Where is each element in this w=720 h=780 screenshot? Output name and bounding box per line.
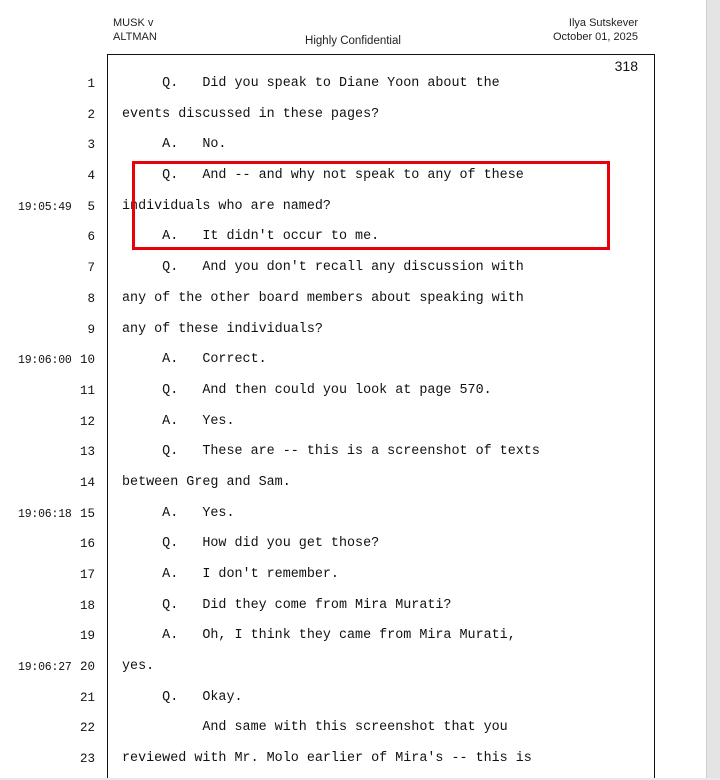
line-text: Q. And -- and why not speak to any of these: [122, 168, 524, 184]
transcript-top-rule: [107, 54, 655, 55]
line-number: 7: [87, 261, 95, 276]
transcript-line: [0, 534, 706, 565]
line-number: 20: [79, 660, 95, 675]
line-text: A. I don't remember.: [122, 567, 339, 582]
line-text: Q. And then could you look at page 570.: [122, 382, 492, 398]
line-number: 6: [87, 230, 95, 245]
line-number: 11: [79, 383, 95, 398]
transcript-line: [0, 258, 706, 289]
transcript-line: [0, 197, 706, 228]
deposition-date: October 01, 2025: [552, 31, 638, 43]
transcript-line: [0, 718, 706, 749]
transcript-line: [0, 289, 706, 320]
line-timestamp: 19:05:49: [18, 200, 72, 214]
transcript-line: [0, 412, 706, 443]
line-number: 23: [79, 752, 95, 767]
transcript-line: [0, 688, 706, 719]
line-text: between Greg and Sam.: [122, 474, 291, 490]
transcript-line: [0, 381, 706, 412]
confidentiality-label: Highly Confidential: [305, 35, 401, 47]
transcript-line: [0, 135, 706, 166]
page-number: 318: [614, 58, 638, 74]
line-text: A. Correct.: [122, 352, 267, 368]
line-number: 12: [79, 414, 95, 429]
transcript-line: [0, 596, 706, 627]
line-text: Q. How did you get those?: [122, 536, 380, 552]
transcript-line: [0, 442, 706, 473]
line-number: 10: [79, 353, 95, 368]
line-number: 3: [87, 138, 95, 153]
line-timestamp: 19:06:18: [18, 507, 72, 521]
transcript-line: [0, 74, 706, 105]
case-caption-line1: MUSK v: [113, 17, 154, 29]
line-number: 14: [79, 475, 95, 490]
page-header: [0, 16, 706, 56]
deponent-info: [553, 16, 638, 44]
line-text: A. No.: [122, 137, 227, 153]
line-number: 9: [87, 322, 95, 337]
line-number: 8: [87, 291, 95, 306]
transcript-line: [0, 350, 706, 381]
line-number: 13: [79, 445, 95, 460]
line-text: A. It didn't occur to me.: [122, 229, 380, 245]
line-timestamp: 19:06:27: [18, 661, 72, 675]
line-text: Q. These are -- this is a screenshot of texts: [122, 444, 540, 460]
transcript-line: [0, 657, 706, 688]
line-text: events discussed in these pages?: [122, 106, 380, 122]
line-timestamp: 19:06:00: [18, 354, 72, 368]
transcript-line: [0, 749, 706, 780]
line-number: 17: [79, 568, 95, 582]
line-text: any of these individuals?: [122, 321, 323, 337]
line-number: 15: [79, 506, 95, 521]
line-number: 4: [87, 169, 95, 184]
line-number: 1: [87, 77, 95, 91]
line-text: Q. Did you speak to Diane Yoon about the: [122, 76, 500, 91]
transcript-line: [0, 166, 706, 197]
transcript-line: [0, 320, 706, 351]
line-text: Q. Did they come from Mira Murati?: [122, 597, 452, 613]
line-text: Q. And you don't recall any discussion with: [122, 260, 524, 276]
transcript-line: [0, 227, 706, 258]
line-text: A. Yes.: [122, 505, 235, 521]
line-number: 2: [87, 107, 95, 122]
line-text: yes.: [122, 659, 155, 675]
page-edge-shadow: [706, 0, 720, 778]
line-number: 22: [79, 721, 95, 736]
line-number: 5: [87, 199, 95, 214]
line-number: 19: [79, 629, 95, 644]
transcript-body: [0, 74, 706, 780]
transcript-line: [0, 565, 706, 596]
line-number: 16: [79, 537, 95, 552]
line-text: Q. Okay.: [122, 689, 243, 705]
transcript-line: [0, 626, 706, 657]
line-text: reviewed with Mr. Molo earlier of Mira's -- this is: [122, 751, 532, 767]
line-number: 21: [79, 690, 95, 705]
line-text: individuals who are named?: [122, 198, 331, 214]
line-text: A. Yes.: [122, 413, 235, 429]
transcript-line: [0, 473, 706, 504]
line-text: A. Oh, I think they came from Mira Murati,: [122, 628, 516, 644]
line-text: any of the other board members about speaking with: [122, 290, 524, 306]
deponent-name: Ilya Sutskever: [568, 17, 638, 29]
transcript-line: [0, 105, 706, 136]
transcript-line: [0, 504, 706, 535]
case-caption-line2: ALTMAN: [113, 31, 157, 43]
line-number: 18: [79, 598, 95, 613]
line-text: And same with this screenshot that you: [122, 720, 508, 736]
